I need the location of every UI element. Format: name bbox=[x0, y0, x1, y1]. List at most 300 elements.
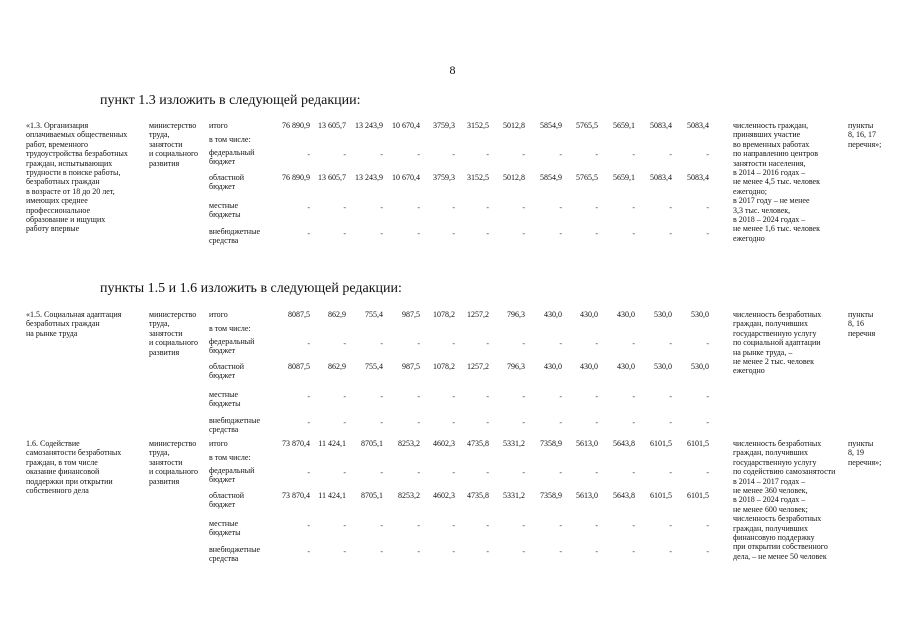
target-indicator-line: во временных работах bbox=[733, 139, 810, 149]
funding-source bbox=[209, 201, 241, 220]
heading-item-1-3: пункт 1.3 изложить в следующей редакции: bbox=[100, 93, 361, 108]
target-indicator bbox=[733, 121, 820, 243]
value-itogo: 8087,5 bbox=[288, 310, 310, 319]
executor-line: развития bbox=[149, 347, 180, 357]
target-indicator-line: не менее 1,6 тыс. человек bbox=[733, 224, 820, 234]
value-federal: - bbox=[669, 150, 672, 159]
value-extrabudget: - bbox=[595, 547, 598, 556]
value-federal: - bbox=[343, 468, 346, 477]
value-itogo: 796,3 bbox=[507, 310, 525, 319]
value-local: - bbox=[343, 203, 346, 212]
list-references bbox=[848, 121, 881, 149]
value-local: - bbox=[595, 521, 598, 530]
value-local: - bbox=[706, 203, 709, 212]
value-extrabudget: - bbox=[559, 229, 562, 238]
value-extrabudget: - bbox=[380, 229, 383, 238]
value-oblast: 13 605,7 bbox=[318, 173, 346, 182]
page-number: 8 bbox=[449, 63, 456, 77]
list-references-line: 8, 19 bbox=[848, 448, 864, 458]
value-oblast: 13 243,9 bbox=[355, 173, 383, 182]
value-local: - bbox=[706, 392, 709, 401]
value-local: - bbox=[632, 392, 635, 401]
value-itogo: 862,9 bbox=[328, 310, 346, 319]
target-indicator-line: не менее 600 человек; bbox=[733, 504, 808, 514]
value-oblast: 530,0 bbox=[691, 362, 709, 371]
value-federal: - bbox=[452, 339, 455, 348]
measure-title-line: трудоустройства безработных bbox=[26, 149, 128, 159]
value-federal: - bbox=[417, 339, 420, 348]
funding-source-line: внебюджетные bbox=[209, 227, 260, 236]
funding-source-line: итого bbox=[209, 121, 228, 130]
executor-line: и социального bbox=[149, 149, 199, 159]
value-oblast: 5083,4 bbox=[687, 173, 709, 182]
measure-title-line: «1.3. Организация bbox=[26, 121, 89, 130]
measure-title-line: безработных граждан bbox=[26, 319, 100, 329]
measure-title-line: «1.5. Социальная адаптация bbox=[26, 310, 122, 319]
executor-line: занятости bbox=[149, 457, 183, 467]
value-local: - bbox=[486, 392, 489, 401]
value-oblast: 5331,2 bbox=[503, 491, 525, 500]
executor bbox=[149, 310, 198, 357]
executor bbox=[149, 121, 198, 168]
funding-source bbox=[209, 227, 260, 246]
value-itogo: 4735,8 bbox=[467, 439, 489, 448]
funding-source-line: местные bbox=[209, 201, 239, 210]
value-local: - bbox=[522, 392, 525, 401]
value-extrabudget: - bbox=[632, 229, 635, 238]
value-itogo: 4602,3 bbox=[433, 439, 455, 448]
executor-line: труда, bbox=[149, 130, 170, 140]
value-federal: - bbox=[452, 468, 455, 477]
value-federal: - bbox=[706, 150, 709, 159]
value-oblast: 5012,8 bbox=[503, 173, 525, 182]
funding-source bbox=[209, 337, 254, 356]
target-indicator bbox=[733, 310, 821, 376]
value-oblast: 6101,5 bbox=[650, 491, 672, 500]
value-itogo: 987,5 bbox=[402, 310, 420, 319]
target-indicator-line: финансовую поддержку bbox=[733, 533, 815, 543]
value-federal: - bbox=[522, 150, 525, 159]
measure-title-line: профессиональное bbox=[26, 205, 91, 215]
executor-line: труда, bbox=[149, 319, 170, 329]
value-oblast: 5765,5 bbox=[576, 173, 598, 182]
value-local: - bbox=[595, 392, 598, 401]
value-oblast: 4735,8 bbox=[467, 491, 489, 500]
target-indicator-line: занятости населения, bbox=[733, 158, 806, 168]
value-local: - bbox=[343, 521, 346, 530]
value-itogo: 11 424,1 bbox=[318, 439, 346, 448]
value-oblast: 5613,0 bbox=[576, 491, 598, 500]
funding-source-line: в том числе: bbox=[209, 135, 251, 144]
measure-title bbox=[26, 310, 121, 338]
list-references-line: 8, 16 bbox=[848, 319, 864, 329]
value-extrabudget: - bbox=[417, 418, 420, 427]
value-extrabudget: - bbox=[343, 547, 346, 556]
value-itogo: 530,0 bbox=[654, 310, 672, 319]
value-federal: - bbox=[559, 339, 562, 348]
funding-source bbox=[209, 453, 251, 462]
value-federal: - bbox=[595, 150, 598, 159]
value-local: - bbox=[522, 203, 525, 212]
executor-line: министерство bbox=[149, 439, 197, 448]
target-indicator-line: ежегодно bbox=[733, 366, 765, 376]
funding-source bbox=[209, 310, 228, 319]
value-itogo: 5331,2 bbox=[503, 439, 525, 448]
value-itogo: 5083,4 bbox=[650, 121, 672, 130]
funding-source-line: бюджет bbox=[209, 500, 236, 510]
target-indicator-line: в 2017 году – не менее bbox=[733, 196, 810, 206]
value-federal: - bbox=[522, 339, 525, 348]
target-indicator-line: в 2014 – 2016 годах – bbox=[733, 168, 806, 178]
value-federal: - bbox=[486, 339, 489, 348]
value-oblast: 5643,8 bbox=[613, 491, 635, 500]
value-local: - bbox=[380, 521, 383, 530]
measure-title-line: в возрасте от 18 до 20 лет, bbox=[26, 186, 115, 196]
measure-title-line: 1.6. Содействие bbox=[26, 439, 80, 448]
value-federal: - bbox=[706, 468, 709, 477]
value-local: - bbox=[559, 392, 562, 401]
funding-source-line: федеральный bbox=[209, 466, 255, 475]
value-federal: - bbox=[307, 468, 310, 477]
value-itogo: 3759,3 bbox=[433, 121, 455, 130]
value-oblast: 76 890,9 bbox=[282, 173, 310, 182]
funding-source bbox=[209, 466, 254, 485]
value-oblast: 755,4 bbox=[365, 362, 383, 371]
value-itogo: 5854,9 bbox=[540, 121, 562, 130]
funding-source bbox=[209, 121, 228, 130]
funding-source-line: бюджеты bbox=[209, 528, 241, 538]
measure-title-line: работу впервые bbox=[26, 224, 80, 234]
value-itogo: 8705,1 bbox=[361, 439, 383, 448]
value-itogo: 5643,8 bbox=[613, 439, 635, 448]
value-extrabudget: - bbox=[706, 418, 709, 427]
target-indicator-line: граждан, получивших bbox=[733, 448, 808, 458]
value-oblast: 430,0 bbox=[617, 362, 635, 371]
value-local: - bbox=[417, 521, 420, 530]
target-indicator-line: в 2018 – 2024 годах – bbox=[733, 215, 806, 225]
target-indicator-line: численность граждан, bbox=[733, 121, 809, 130]
value-federal: - bbox=[417, 468, 420, 477]
value-extrabudget: - bbox=[559, 547, 562, 556]
target-indicator-line: по направлению центров bbox=[733, 149, 819, 159]
funding-source bbox=[209, 173, 244, 192]
value-local: - bbox=[380, 392, 383, 401]
value-itogo: 430,0 bbox=[617, 310, 635, 319]
value-federal: - bbox=[669, 468, 672, 477]
value-extrabudget: - bbox=[307, 229, 310, 238]
value-local: - bbox=[669, 392, 672, 401]
value-extrabudget: - bbox=[559, 418, 562, 427]
funding-source-line: бюджет bbox=[209, 182, 236, 192]
value-oblast: 430,0 bbox=[580, 362, 598, 371]
value-oblast: 6101,5 bbox=[687, 491, 709, 500]
list-references bbox=[848, 310, 875, 338]
target-indicator-line: численность безработных bbox=[733, 310, 822, 319]
value-itogo: 530,0 bbox=[691, 310, 709, 319]
value-local: - bbox=[307, 203, 310, 212]
value-oblast: 862,9 bbox=[328, 362, 346, 371]
value-extrabudget: - bbox=[632, 418, 635, 427]
target-indicator-line: граждан, получивших bbox=[733, 523, 808, 533]
value-local: - bbox=[417, 392, 420, 401]
value-itogo: 6101,5 bbox=[650, 439, 672, 448]
value-oblast: 8705,1 bbox=[361, 491, 383, 500]
value-extrabudget: - bbox=[452, 229, 455, 238]
value-oblast: 530,0 bbox=[654, 362, 672, 371]
target-indicator-line: не менее 2 тыс. человек bbox=[733, 357, 814, 367]
target-indicator-line: на рынке труда, – bbox=[733, 347, 793, 357]
value-federal: - bbox=[486, 150, 489, 159]
target-indicator-line: в 2014 – 2017 годах – bbox=[733, 476, 806, 486]
measure-title-line: трудности в поиске работы, bbox=[26, 168, 121, 178]
funding-source-line: бюджет bbox=[209, 346, 236, 356]
value-itogo: 430,0 bbox=[580, 310, 598, 319]
value-itogo: 3152,5 bbox=[467, 121, 489, 130]
value-federal: - bbox=[632, 150, 635, 159]
value-oblast: 8253,2 bbox=[398, 491, 420, 500]
value-itogo: 76 890,9 bbox=[282, 121, 310, 130]
funding-source-line: средства bbox=[209, 554, 239, 564]
value-oblast: 1078,2 bbox=[433, 362, 455, 371]
funding-source-line: средства bbox=[209, 425, 239, 435]
executor-line: труда, bbox=[149, 448, 170, 458]
value-itogo: 8253,2 bbox=[398, 439, 420, 448]
value-federal: - bbox=[452, 150, 455, 159]
value-oblast: 5659,1 bbox=[613, 173, 635, 182]
funding-source-line: итого bbox=[209, 310, 228, 319]
value-itogo: 7358,9 bbox=[540, 439, 562, 448]
value-federal: - bbox=[669, 339, 672, 348]
value-federal: - bbox=[486, 468, 489, 477]
funding-source bbox=[209, 148, 254, 167]
value-oblast: 1257,2 bbox=[467, 362, 489, 371]
funding-source-line: местные bbox=[209, 390, 239, 399]
value-federal: - bbox=[380, 339, 383, 348]
value-oblast: 5083,4 bbox=[650, 173, 672, 182]
value-extrabudget: - bbox=[307, 547, 310, 556]
value-local: - bbox=[380, 203, 383, 212]
value-federal: - bbox=[559, 150, 562, 159]
target-indicator-line: не менее 360 человек, bbox=[733, 486, 808, 496]
value-extrabudget: - bbox=[417, 229, 420, 238]
target-indicator-line: ежегодно bbox=[733, 233, 765, 243]
value-itogo: 73 870,4 bbox=[282, 439, 310, 448]
funding-source bbox=[209, 324, 251, 333]
value-itogo: 1078,2 bbox=[433, 310, 455, 319]
target-indicator-line: численность безработных bbox=[733, 514, 822, 524]
value-federal: - bbox=[380, 150, 383, 159]
funding-source-line: федеральный bbox=[209, 337, 255, 346]
value-local: - bbox=[559, 521, 562, 530]
heading-items-1-5-1-6: пункты 1.5 и 1.6 изложить в следующей редакции: bbox=[100, 281, 402, 296]
measure-title-line: оказание финансовой bbox=[26, 467, 100, 477]
value-itogo: 13 605,7 bbox=[318, 121, 346, 130]
value-federal: - bbox=[595, 468, 598, 477]
funding-source-line: внебюджетные bbox=[209, 416, 260, 425]
executor-line: и социального bbox=[149, 338, 199, 348]
list-references-line: 8, 16, 17 bbox=[848, 130, 876, 140]
executor-line: развития bbox=[149, 476, 180, 486]
list-references-line: пункты bbox=[848, 121, 874, 130]
value-local: - bbox=[307, 521, 310, 530]
measure-title-line: образование и ищущих bbox=[26, 215, 106, 225]
value-itogo: 5613,0 bbox=[576, 439, 598, 448]
value-itogo: 430,0 bbox=[544, 310, 562, 319]
measure-title-line: работ, временного bbox=[26, 139, 88, 149]
executor-line: министерство bbox=[149, 121, 197, 130]
target-indicator-line: не менее 4,5 тыс. человек bbox=[733, 177, 820, 187]
value-itogo: 13 243,9 bbox=[355, 121, 383, 130]
value-local: - bbox=[343, 392, 346, 401]
value-oblast: 430,0 bbox=[544, 362, 562, 371]
value-local: - bbox=[706, 521, 709, 530]
value-oblast: 8087,5 bbox=[288, 362, 310, 371]
measure-title bbox=[26, 121, 128, 234]
value-oblast: 3759,3 bbox=[433, 173, 455, 182]
value-oblast: 7358,9 bbox=[540, 491, 562, 500]
value-oblast: 3152,5 bbox=[467, 173, 489, 182]
executor-line: развития bbox=[149, 158, 180, 168]
measure-title-line: самозанятости безработных bbox=[26, 448, 122, 458]
value-federal: - bbox=[595, 339, 598, 348]
value-local: - bbox=[595, 203, 598, 212]
target-indicator-line: государственную услугу bbox=[733, 457, 817, 467]
value-local: - bbox=[417, 203, 420, 212]
value-extrabudget: - bbox=[452, 418, 455, 427]
measure-title-line: граждан, испытывающих bbox=[26, 158, 113, 168]
funding-source bbox=[209, 135, 251, 144]
value-extrabudget: - bbox=[522, 418, 525, 427]
value-extrabudget: - bbox=[486, 418, 489, 427]
value-oblast: 796,3 bbox=[507, 362, 525, 371]
value-extrabudget: - bbox=[706, 547, 709, 556]
value-local: - bbox=[452, 392, 455, 401]
funding-source-line: областной bbox=[209, 362, 245, 371]
value-local: - bbox=[559, 203, 562, 212]
value-oblast: 987,5 bbox=[402, 362, 420, 371]
value-extrabudget: - bbox=[595, 418, 598, 427]
target-indicator-line: граждан, получивших bbox=[733, 319, 808, 329]
value-extrabudget: - bbox=[486, 229, 489, 238]
executor bbox=[149, 439, 198, 486]
measure-title-line: поддержки при открытии bbox=[26, 476, 113, 486]
funding-source-line: областной bbox=[209, 491, 245, 500]
funding-source-line: федеральный bbox=[209, 148, 255, 157]
value-local: - bbox=[486, 203, 489, 212]
value-extrabudget: - bbox=[307, 418, 310, 427]
measure-title-line: имеющих среднее bbox=[26, 196, 88, 206]
value-itogo: 5083,4 bbox=[687, 121, 709, 130]
value-federal: - bbox=[559, 468, 562, 477]
target-indicator-line: в 2018 – 2024 годах – bbox=[733, 495, 806, 505]
measure-title-line: граждан, в том числе bbox=[26, 457, 98, 467]
target-indicator-line: принявших участие bbox=[733, 130, 801, 140]
value-federal: - bbox=[632, 339, 635, 348]
value-local: - bbox=[307, 392, 310, 401]
value-oblast: 10 670,4 bbox=[392, 173, 420, 182]
target-indicator-line: дела, – не менее 50 человек bbox=[733, 551, 827, 561]
measure-title-line: оплачиваемых общественных bbox=[26, 130, 128, 140]
value-local: - bbox=[669, 203, 672, 212]
value-extrabudget: - bbox=[669, 547, 672, 556]
measure-title bbox=[26, 439, 121, 495]
value-extrabudget: - bbox=[669, 229, 672, 238]
executor-line: министерство bbox=[149, 310, 197, 319]
value-oblast: 5854,9 bbox=[540, 173, 562, 182]
target-indicator-line: по социальной адаптации bbox=[733, 338, 821, 348]
value-extrabudget: - bbox=[380, 547, 383, 556]
value-extrabudget: - bbox=[452, 547, 455, 556]
measure-title-line: собственного дела bbox=[26, 486, 89, 496]
value-extrabudget: - bbox=[343, 229, 346, 238]
funding-source-line: бюджеты bbox=[209, 210, 241, 220]
value-itogo: 10 670,4 bbox=[392, 121, 420, 130]
value-federal: - bbox=[343, 339, 346, 348]
value-extrabudget: - bbox=[595, 229, 598, 238]
value-oblast: 73 870,4 bbox=[282, 491, 310, 500]
value-federal: - bbox=[417, 150, 420, 159]
funding-source-line: внебюджетные bbox=[209, 545, 260, 554]
target-indicator-line: государственную услугу bbox=[733, 328, 817, 338]
value-extrabudget: - bbox=[706, 229, 709, 238]
value-local: - bbox=[452, 203, 455, 212]
value-federal: - bbox=[522, 468, 525, 477]
value-extrabudget: - bbox=[522, 229, 525, 238]
list-references-line: перечня»; bbox=[848, 139, 882, 149]
value-local: - bbox=[452, 521, 455, 530]
value-extrabudget: - bbox=[380, 418, 383, 427]
value-oblast: 11 424,1 bbox=[318, 491, 346, 500]
value-extrabudget: - bbox=[486, 547, 489, 556]
measure-title-line: безработных граждан bbox=[26, 177, 100, 187]
funding-source bbox=[209, 439, 228, 448]
value-federal: - bbox=[307, 339, 310, 348]
value-extrabudget: - bbox=[632, 547, 635, 556]
funding-source bbox=[209, 519, 241, 538]
value-itogo: 5659,1 bbox=[613, 121, 635, 130]
value-extrabudget: - bbox=[522, 547, 525, 556]
value-itogo: 5765,5 bbox=[576, 121, 598, 130]
funding-source-line: областной bbox=[209, 173, 245, 182]
funding-source bbox=[209, 390, 241, 409]
value-itogo: 6101,5 bbox=[687, 439, 709, 448]
funding-source-line: в том числе: bbox=[209, 324, 251, 333]
funding-source bbox=[209, 545, 260, 564]
funding-source-line: бюджет bbox=[209, 371, 236, 381]
value-federal: - bbox=[307, 150, 310, 159]
funding-source-line: средства bbox=[209, 236, 239, 246]
executor-line: занятости bbox=[149, 139, 183, 149]
value-federal: - bbox=[343, 150, 346, 159]
value-local: - bbox=[486, 521, 489, 530]
list-references-line: пункты bbox=[848, 439, 874, 448]
list-references-line: перечня»; bbox=[848, 457, 882, 467]
funding-source-line: итого bbox=[209, 439, 228, 448]
value-itogo: 1257,2 bbox=[467, 310, 489, 319]
target-indicator-line: 3,3 тыс. человек, bbox=[733, 205, 791, 215]
value-local: - bbox=[632, 203, 635, 212]
value-itogo: 755,4 bbox=[365, 310, 383, 319]
value-itogo: 5012,8 bbox=[503, 121, 525, 130]
funding-source bbox=[209, 416, 260, 435]
list-references-line: пункты bbox=[848, 310, 874, 319]
value-oblast: 4602,3 bbox=[433, 491, 455, 500]
target-indicator bbox=[733, 439, 835, 561]
target-indicator-line: по содействию самозанятости bbox=[733, 467, 836, 477]
value-extrabudget: - bbox=[417, 547, 420, 556]
list-references bbox=[848, 439, 881, 467]
value-local: - bbox=[522, 521, 525, 530]
